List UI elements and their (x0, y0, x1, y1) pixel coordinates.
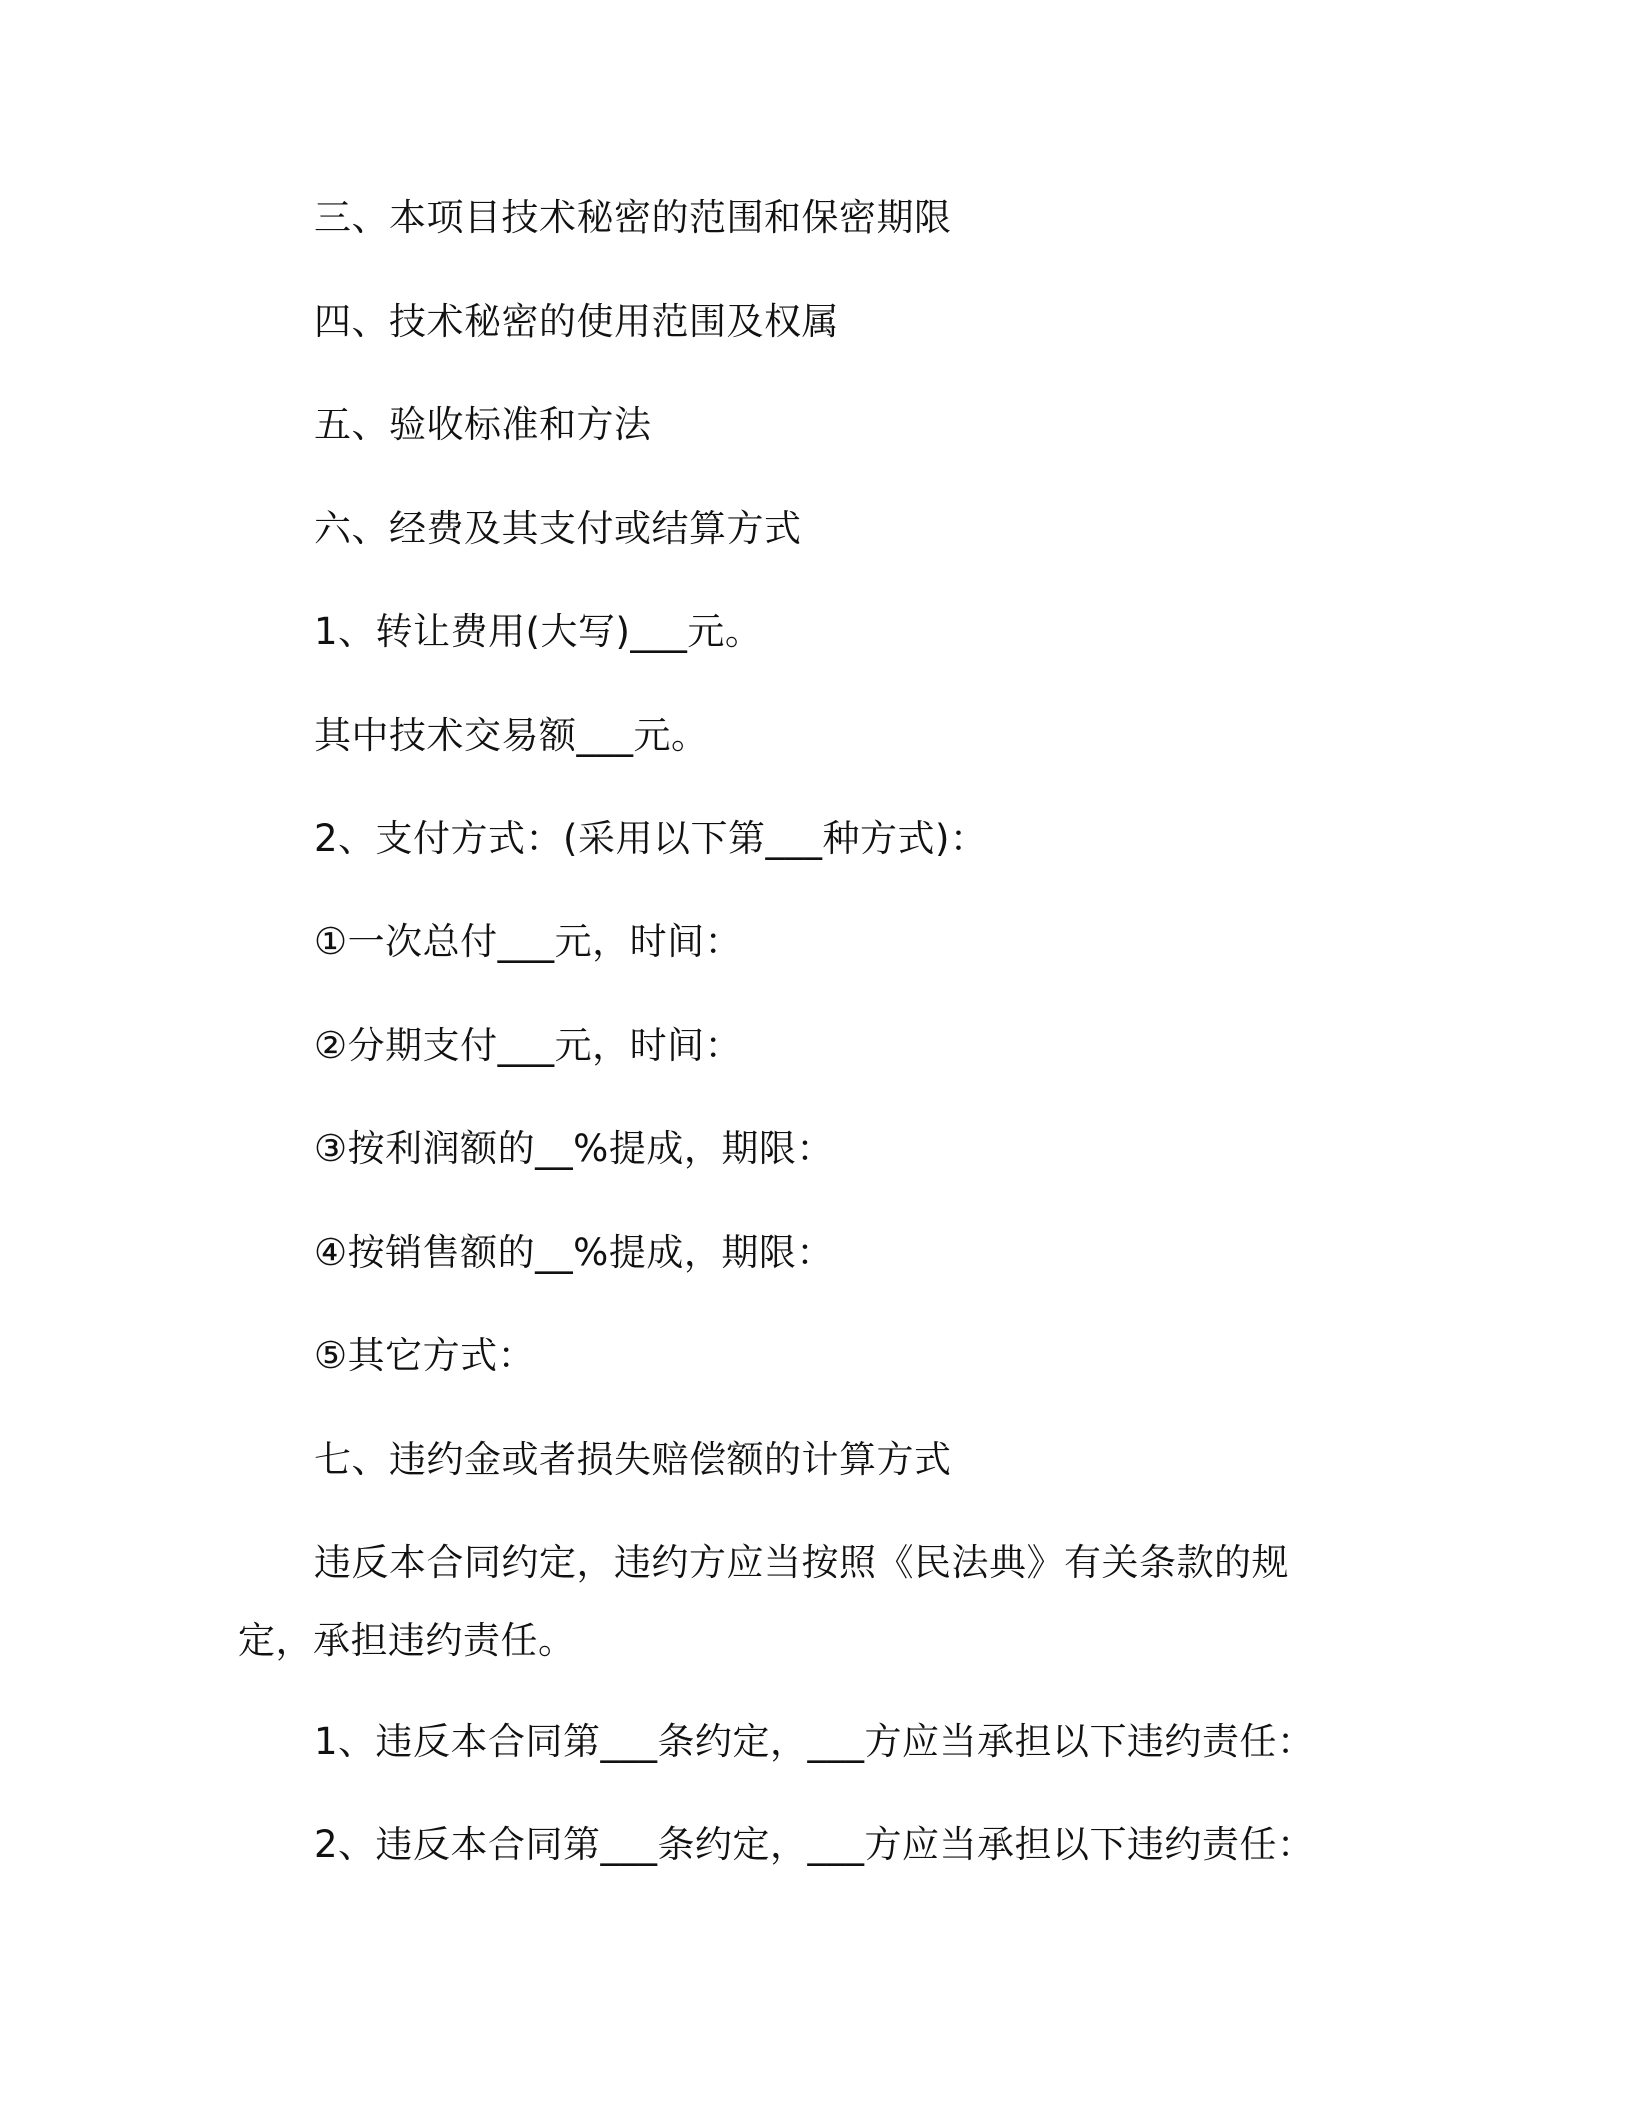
clause-tech-trade-amount: 其中技术交易额___元。 (314, 714, 709, 757)
liability-paragraph: 违反本合同约定，违约方应当按照《民法典》有关条款的规定，承担违约责任。 (238, 1541, 1289, 1662)
section-heading-6: 六、经费及其支付或结算方式 (314, 507, 802, 550)
clause-payment-method: 2、支付方式：(采用以下第___种方式)： (314, 817, 988, 860)
payment-option-1: ①一次总付___元，时间： (314, 920, 743, 963)
liability-clause-1: 1、违反本合同第___条约定，___方应当承担以下违约责任： (314, 1720, 1315, 1763)
section-heading-4: 四、技术秘密的使用范围及权属 (314, 300, 839, 343)
payment-option-4: ④按销售额的__%提成，期限： (314, 1231, 834, 1274)
clause-transfer-fee: 1、转让费用(大写)___元。 (314, 610, 763, 653)
section-heading-7: 七、违约金或者损失赔偿额的计算方式 (314, 1438, 952, 1481)
payment-option-3: ③按利润额的__%提成，期限： (314, 1127, 834, 1170)
section-heading-3: 三、本项目技术秘密的范围和保密期限 (314, 196, 952, 239)
liability-clause-2: 2、违反本合同第___条约定，___方应当承担以下违约责任： (314, 1823, 1315, 1866)
payment-option-5: ⑤其它方式： (314, 1334, 536, 1377)
payment-option-2: ②分期支付___元，时间： (314, 1024, 743, 1067)
section-heading-5: 五、验收标准和方法 (314, 403, 652, 446)
